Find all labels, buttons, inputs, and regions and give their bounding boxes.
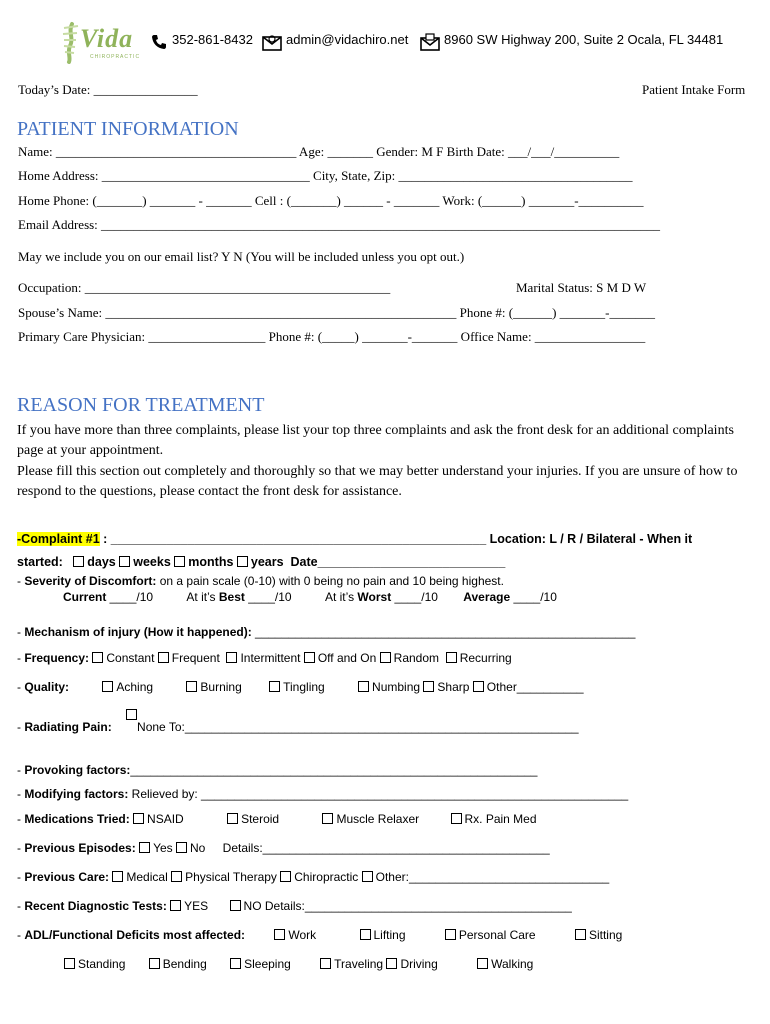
work-label: Work xyxy=(288,928,317,942)
average-label: Average xyxy=(463,590,511,604)
provoking-line[interactable]: - Provoking factors:_____________________________________________________________ xyxy=(17,763,538,777)
recurring-checkbox[interactable] xyxy=(446,652,457,663)
frequency-line: - Frequency: Constant Frequent Intermittent Off and On Random Recurring xyxy=(17,651,512,665)
complaint-1-label: -Complaint #1 xyxy=(17,532,100,546)
recurring-label: Recurring xyxy=(459,651,512,665)
diagnostic-tests-label: Recent Diagnostic Tests: xyxy=(24,899,167,913)
chiropractic-label: Chiropractic xyxy=(294,870,359,884)
steroid-label: Steroid xyxy=(241,812,280,826)
name-line[interactable]: Name: _____________________________________ Age: _______ Gender: M F Birth Date: ___/___/__________ xyxy=(18,144,620,159)
header-address: 8960 SW Highway 200, Suite 2 Ocala, FL 34481 xyxy=(444,32,724,47)
burning-label: Burning xyxy=(200,680,242,694)
constant-checkbox[interactable] xyxy=(92,652,103,663)
medications-line: - Medications Tried: NSAID Steroid Muscle Relaxer Rx. Pain Med xyxy=(17,812,537,826)
aching-checkbox[interactable] xyxy=(102,681,113,692)
tingling-checkbox[interactable] xyxy=(269,681,280,692)
previous-no-checkbox[interactable] xyxy=(176,842,187,853)
years-label: years xyxy=(250,555,284,569)
personal-care-label: Personal Care xyxy=(458,928,536,942)
muscle-relaxer-label: Muscle Relaxer xyxy=(336,812,420,826)
phone-icon xyxy=(150,33,168,56)
nsaid-checkbox[interactable] xyxy=(133,813,144,824)
aching-label: Aching xyxy=(116,680,154,694)
constant-label: Constant xyxy=(106,651,155,665)
patient-information-heading: PATIENT INFORMATION xyxy=(17,118,239,140)
worst-label: Worst xyxy=(357,590,392,604)
days-checkbox[interactable] xyxy=(73,556,84,567)
sleeping-checkbox[interactable] xyxy=(230,958,241,969)
medical-checkbox[interactable] xyxy=(112,871,123,882)
modifying-line[interactable]: - Modifying factors: Relieved by: ________________________________________________________________ xyxy=(17,787,629,801)
standing-checkbox[interactable] xyxy=(64,958,75,969)
logo-subtitle: CHIROPRACTIC xyxy=(90,54,141,60)
started-line[interactable] xyxy=(17,555,505,569)
intermittent-checkbox[interactable] xyxy=(226,652,237,663)
radiating-label: Radiating Pain: xyxy=(24,720,112,734)
instructions-paragraph-1: If you have more than three complaints, please list your top three complaints and ask the front desk for an additional complaints page at your appointment. xyxy=(17,423,734,458)
steroid-checkbox[interactable] xyxy=(227,813,238,824)
diagnostic-yes-checkbox[interactable] xyxy=(170,900,181,911)
years-checkbox[interactable] xyxy=(237,556,248,567)
traveling-label: Traveling xyxy=(334,957,384,971)
muscle-relaxer-checkbox[interactable] xyxy=(322,813,333,824)
frequent-label: Frequent xyxy=(171,651,220,665)
numbing-checkbox[interactable] xyxy=(358,681,369,692)
bending-label: Bending xyxy=(162,957,207,971)
mailbox-icon xyxy=(420,33,440,56)
random-checkbox[interactable] xyxy=(380,652,391,663)
diagnostic-yes-label: YES xyxy=(184,899,209,913)
logo xyxy=(58,20,148,64)
address-line[interactable]: Home Address: ________________________________ City, State, Zip: ____________________________________ xyxy=(18,168,633,183)
sitting-checkbox[interactable] xyxy=(575,929,586,940)
provoking-field[interactable]: _____________________________________________________________ xyxy=(130,763,538,777)
chiropractic-checkbox[interactable] xyxy=(280,871,291,882)
lifting-checkbox[interactable] xyxy=(360,929,371,940)
months-checkbox[interactable] xyxy=(174,556,185,567)
frequency-label: Frequency: xyxy=(24,651,90,665)
previous-yes-label: Yes xyxy=(153,841,173,855)
medical-label: Medical xyxy=(126,870,168,884)
onset-date-field[interactable]: Date___________________________ xyxy=(290,555,506,569)
best-field[interactable]: ____/10 xyxy=(244,590,292,604)
diagnostic-no-details-field[interactable]: NO Details:________________________________________ xyxy=(243,899,572,913)
intermittent-label: Intermittent xyxy=(240,651,301,665)
work-checkbox[interactable] xyxy=(274,929,285,940)
previous-episodes-label: Previous Episodes: xyxy=(24,841,136,855)
previous-details-field[interactable]: Details:___________________________________________ xyxy=(222,841,550,855)
traveling-checkbox[interactable] xyxy=(320,958,331,969)
spouse-line[interactable]: Spouse’s Name: ______________________________________________________ Phone #: (______) _______-_______ xyxy=(18,305,655,320)
quality-line: - Quality: Aching Burning Tingling Numbing Sharp Other__________ xyxy=(17,680,584,694)
mechanism-line[interactable]: - Mechanism of injury (How it happened): _________________________________________________________ xyxy=(17,625,636,639)
radiating-field[interactable]: None To:___________________________________________________________ xyxy=(137,720,579,734)
todays-date-field[interactable]: Today’s Date: ________________ xyxy=(18,82,198,97)
severity-text: on a pain scale (0-10) with 0 being no pain and 10 being highest. xyxy=(156,574,504,588)
header-email: admin@vidachiro.net xyxy=(286,32,409,47)
complaint-1-line[interactable] xyxy=(17,532,692,546)
off-and-on-label: Off and On xyxy=(317,651,377,665)
walking-label: Walking xyxy=(491,957,534,971)
sharp-label: Sharp xyxy=(437,680,470,694)
logo-wordmark: Vida xyxy=(80,24,134,53)
previous-care-line: - Previous Care: Medical Physical Therapy Chiropractic Other:______________________________ xyxy=(17,870,610,884)
sharp-checkbox[interactable] xyxy=(423,681,434,692)
phone-line[interactable]: Home Phone: (_______) _______ - _______ Cell : (_______) ______ - _______ Work: (______) _______-__________ xyxy=(18,193,644,208)
adl-line-2 xyxy=(64,957,533,971)
reason-for-treatment-heading: REASON FOR TREATMENT xyxy=(17,394,265,416)
previous-yes-checkbox[interactable] xyxy=(139,842,150,853)
days-label: days xyxy=(87,555,116,569)
previous-episodes-line: - Previous Episodes: Yes No Details:___________________________________________ xyxy=(17,841,550,855)
worst-prefix: At it’s xyxy=(324,590,358,604)
provoking-label: Provoking factors: xyxy=(24,763,131,777)
average-field[interactable]: ____/10 xyxy=(510,590,557,604)
instructions-paragraph-2: Please fill this section out completely and thoroughly so that we may better understand your injuries. If you are unsure of how to respond to the questions, please contact the front desk for assistance. xyxy=(17,464,738,499)
adl-label: ADL/Functional Deficits most affected: xyxy=(24,928,246,942)
adl-line: - ADL/Functional Deficits most affected: Work Lifting Personal Care Sitting xyxy=(17,928,623,942)
header-phone: 352-861-8432 xyxy=(172,32,253,47)
months-label: months xyxy=(188,555,234,569)
current-label: Current xyxy=(63,590,107,604)
rx-pain-med-checkbox[interactable] xyxy=(451,813,462,824)
email-line[interactable]: Email Address: ______________________________________________________________________________________ xyxy=(18,217,661,232)
medications-label: Medications Tried: xyxy=(24,812,130,826)
physician-line[interactable]: Primary Care Physician: __________________ Phone #: (_____) _______-_______ Office Name: _________________ xyxy=(18,329,646,344)
sitting-label: Sitting xyxy=(588,928,623,942)
lifting-label: Lifting xyxy=(373,928,406,942)
severity-label: Severity of Discomfort: xyxy=(24,574,157,588)
tingling-label: Tingling xyxy=(283,680,325,694)
mechanism-label: Mechanism of injury (How it happened): xyxy=(24,625,252,639)
form-title: Patient Intake Form xyxy=(642,82,746,97)
other-care-checkbox[interactable] xyxy=(362,871,373,882)
personal-care-checkbox[interactable] xyxy=(445,929,456,940)
weeks-checkbox[interactable] xyxy=(119,556,130,567)
weeks-label: weeks xyxy=(133,555,171,569)
other-care-field[interactable]: Other:______________________________ xyxy=(375,870,610,884)
current-field[interactable]: ____/10 xyxy=(106,590,154,604)
worst-field[interactable]: ____/10 xyxy=(391,590,438,604)
physical-therapy-checkbox[interactable] xyxy=(171,871,182,882)
best-label: Best xyxy=(218,590,245,604)
off-and-on-checkbox[interactable] xyxy=(304,652,315,663)
walking-checkbox[interactable] xyxy=(477,958,488,969)
numbing-label: Numbing xyxy=(372,680,421,694)
quality-label: Quality: xyxy=(24,680,70,694)
rx-pain-med-label: Rx. Pain Med xyxy=(464,812,537,826)
other-quality-checkbox[interactable] xyxy=(473,681,484,692)
diagnostic-no-checkbox[interactable] xyxy=(230,900,241,911)
mechanism-field[interactable]: _________________________________________________________ xyxy=(251,625,636,639)
best-prefix: At it’s xyxy=(186,590,219,604)
random-label: Random xyxy=(393,651,440,665)
nsaid-label: NSAID xyxy=(147,812,184,826)
other-quality-field[interactable]: Other__________ xyxy=(486,680,584,694)
driving-checkbox[interactable] xyxy=(386,958,397,969)
modifying-label: Modifying factors: xyxy=(24,787,129,801)
frequent-checkbox[interactable] xyxy=(158,652,169,663)
marital-status[interactable]: Marital Status: S M D W xyxy=(516,280,647,295)
previous-no-label: No xyxy=(189,841,206,855)
physical-therapy-label: Physical Therapy xyxy=(185,870,277,884)
previous-care-label: Previous Care: xyxy=(24,870,110,884)
driving-label: Driving xyxy=(400,957,438,971)
email-icon xyxy=(262,33,282,56)
severity-line: - Severity of Discomfort: on a pain scale (0-10) with 0 being no pain and 10 being highest. xyxy=(17,574,504,588)
complaint-1-location[interactable]: : ______________________________________________________ Location: L / R / Bilateral - When it xyxy=(99,532,693,546)
modifying-field[interactable]: Relieved by: ________________________________________________________________ xyxy=(128,787,629,801)
pain-scale-line[interactable] xyxy=(63,590,557,604)
radiating-line: - Radiating Pain: None To:___________________________________________________________ xyxy=(17,720,579,734)
bending-checkbox[interactable] xyxy=(149,958,160,969)
email-list-line[interactable]: May we include you on our email list? Y N (You will be included unless you opt out.) xyxy=(18,249,465,264)
sleeping-label: Sleeping xyxy=(244,957,291,971)
burning-checkbox[interactable] xyxy=(186,681,197,692)
started-label: started: xyxy=(17,555,63,569)
occupation-line[interactable]: Occupation: _______________________________________________ xyxy=(18,280,391,295)
standing-label: Standing xyxy=(78,957,126,971)
diagnostic-tests-line: - Recent Diagnostic Tests: YES NO Details:________________________________________ xyxy=(17,899,572,913)
